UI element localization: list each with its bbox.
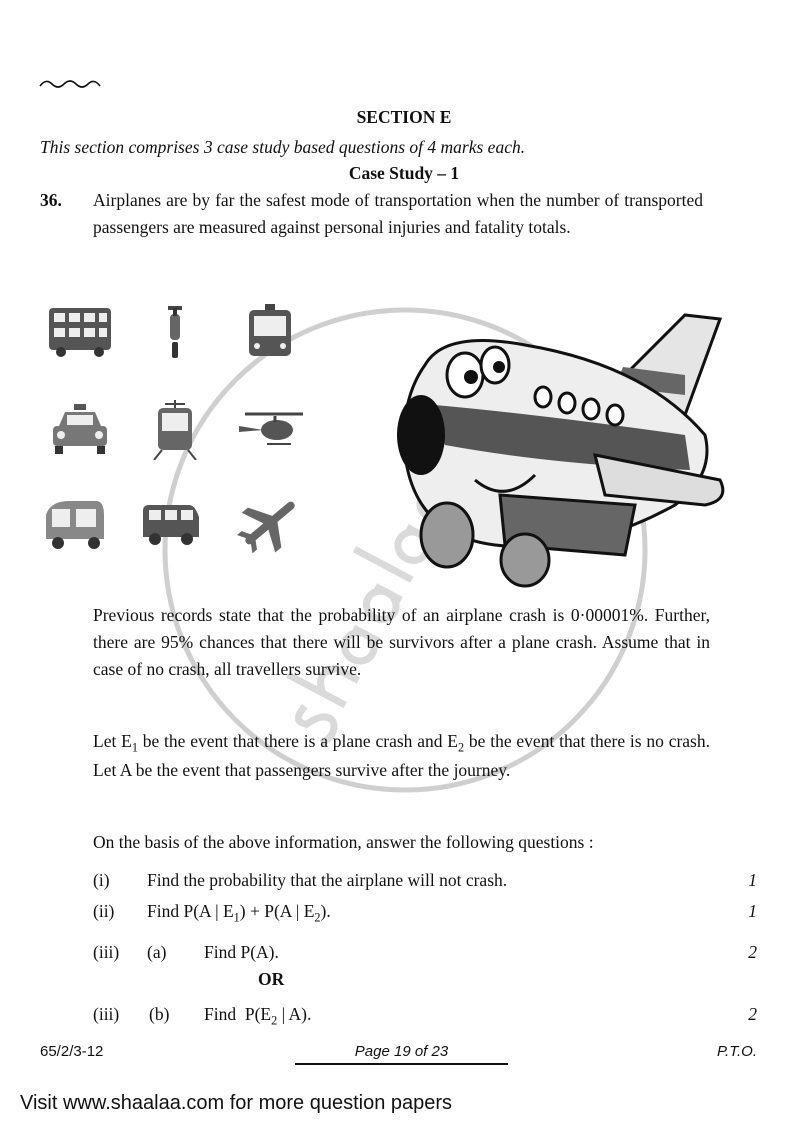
subscript: 2 bbox=[457, 740, 465, 755]
part-text: Find the probability that the airplane will not crash. bbox=[147, 870, 508, 890]
part-marks: 1 bbox=[748, 901, 757, 921]
wavy-mark bbox=[38, 76, 104, 90]
subscript: 2 bbox=[271, 1013, 278, 1028]
airplane-icon bbox=[235, 493, 305, 553]
text: | A). bbox=[277, 1004, 312, 1024]
or-label: OR bbox=[258, 969, 285, 989]
part-marks: 1 bbox=[748, 870, 757, 890]
part-marks: 2 bbox=[748, 1004, 757, 1024]
text: Let E bbox=[93, 731, 132, 751]
bus-icon bbox=[45, 302, 115, 362]
tram-icon bbox=[140, 400, 210, 460]
text: be the event that there is no crash. Let A be the event that passengers survive after the journey. bbox=[93, 731, 710, 780]
text: ). bbox=[320, 901, 331, 921]
text: ) + P(A | E bbox=[239, 901, 315, 921]
part-label: (iii) bbox=[93, 942, 120, 962]
van-icon bbox=[137, 495, 207, 555]
part-sub-label: (b) bbox=[149, 1004, 170, 1024]
text: be the event that there is a plane crash and E bbox=[137, 731, 458, 751]
trolleybus-icon bbox=[235, 302, 305, 362]
part-label: (i) bbox=[93, 870, 110, 890]
part-label: (iii) bbox=[93, 1004, 120, 1024]
section-title: SECTION E bbox=[356, 107, 452, 127]
part-label: (ii) bbox=[93, 901, 115, 921]
part-sub-label: (a) bbox=[147, 942, 167, 962]
part-text: Find P(A). bbox=[204, 942, 279, 962]
section-intro: This section comprises 3 case study based questions of 4 marks each. bbox=[40, 137, 526, 157]
part-marks: 2 bbox=[748, 942, 757, 962]
auto-rickshaw-icon bbox=[40, 495, 110, 555]
subscript: 1 bbox=[233, 910, 240, 925]
helicopter-icon bbox=[235, 400, 305, 460]
text: Find P(E bbox=[204, 1004, 272, 1024]
question-stem: Airplanes are by far the safest mode of transportation when the number of transported passengers are measured against personal injuries and fatality totals. bbox=[93, 190, 703, 237]
subscript: 1 bbox=[131, 740, 138, 755]
subscript: 2 bbox=[314, 910, 321, 925]
motorcycle-icon bbox=[140, 302, 210, 362]
paper-code: 65/2/3-12 bbox=[40, 1043, 104, 1060]
part-text bbox=[147, 898, 331, 925]
text: Find P(A | E bbox=[147, 901, 234, 921]
page-number: Page 19 of 23 bbox=[295, 1043, 508, 1065]
question-number: 36. bbox=[40, 190, 62, 210]
part-text bbox=[204, 1001, 311, 1028]
case-study-title: Case Study – 1 bbox=[348, 163, 460, 183]
shaalaa-banner-link[interactable]: Visit www.shaalaa.com for more question papers bbox=[20, 1092, 453, 1114]
paragraph-events bbox=[93, 727, 710, 784]
paragraph-probability: Previous records state that the probability of an airplane crash is 0·00001%. Further, there are 95% chances that there will be survivors after a plane crash. Assume that in case of no crash, all travellers survive. bbox=[93, 605, 710, 679]
taxi-icon bbox=[45, 400, 115, 460]
pto-label: P.T.O. bbox=[716, 1043, 757, 1060]
paragraph-instruction: On the basis of the above information, answer the following questions : bbox=[93, 832, 594, 852]
cartoon-airplane-illustration bbox=[385, 305, 735, 590]
